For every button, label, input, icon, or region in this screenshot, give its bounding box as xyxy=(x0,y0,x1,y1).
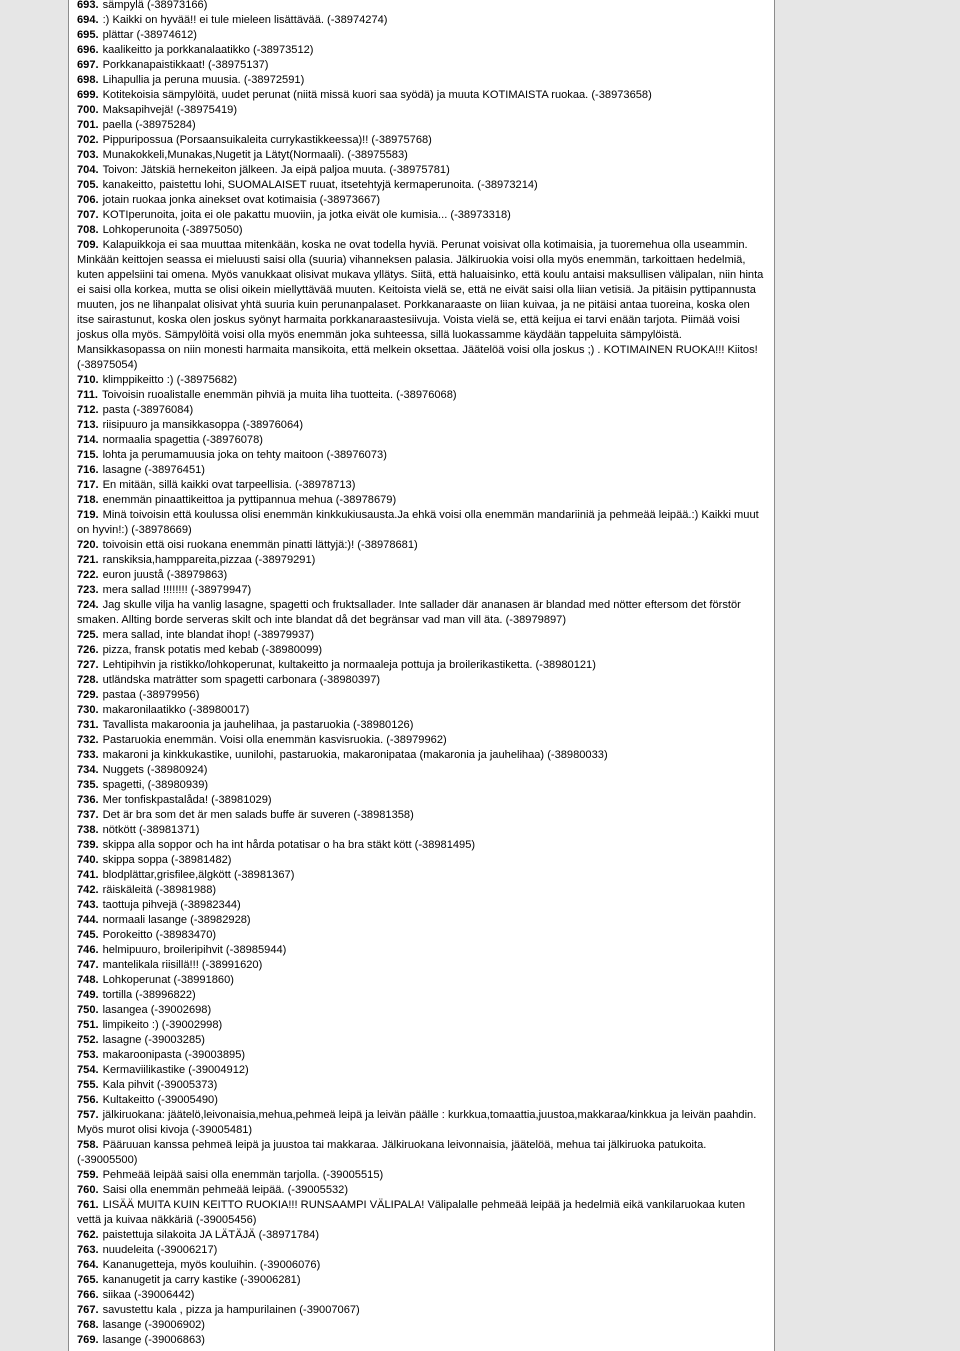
list-item xyxy=(77,703,769,718)
entry-text: Pippuripossua (Porsaansuikaleita currykastikkeessa)!! (-38975768) xyxy=(102,134,432,146)
entry-number: 760. xyxy=(77,1184,99,1196)
entry-text: jälkiruokana: jäätelö,leivonaisia,mehua,pehmeä leipä ja leivän päälle : kurkkua,tomaattia,juustoa,makkaraa/kinkkua ja leivän paahdin. Myös murot olisi kivoja (-39005481) xyxy=(77,1109,757,1136)
entry-text: skippa alla soppor och ha int hårda potatisar o ha bra stäkt kött (-38981495) xyxy=(102,839,476,851)
entry-number: 751. xyxy=(77,1019,99,1031)
entry-text: Tavallista makaroonia ja jauhelihaa, ja pastaruokia (-38980126) xyxy=(102,719,414,731)
entry-number: 767. xyxy=(77,1304,99,1316)
list-item xyxy=(77,1273,769,1288)
entry-number: 721. xyxy=(77,554,99,566)
entry-number: 720. xyxy=(77,539,99,551)
entry-text: Nuggets (-38980924) xyxy=(102,764,208,776)
entry-number: 700. xyxy=(77,104,99,116)
entry-number: 724. xyxy=(77,599,99,611)
entry-text: lasagne (-39003285) xyxy=(102,1034,205,1046)
list-item xyxy=(77,418,769,433)
entry-number: 762. xyxy=(77,1229,99,1241)
entry-number: 755. xyxy=(77,1079,99,1091)
list-item xyxy=(77,538,769,553)
list-item xyxy=(77,643,769,658)
list-item xyxy=(77,238,769,373)
entry-text: blodplättar,grisfilee,älgkött (-38981367) xyxy=(102,869,295,881)
list-item xyxy=(77,478,769,493)
list-item xyxy=(77,1258,769,1273)
list-item xyxy=(77,1018,769,1033)
list-item xyxy=(77,73,769,88)
entry-text: pizza, fransk potatis med kebab (-38980099) xyxy=(102,644,323,656)
entry-text: skippa soppa (-38981482) xyxy=(102,854,232,866)
entry-text: Lohkoperunoita (-38975050) xyxy=(102,224,243,236)
list-item xyxy=(77,133,769,148)
entry-text: mera sallad !!!!!!!! (-38979947) xyxy=(102,584,252,596)
entry-number: 729. xyxy=(77,689,99,701)
entry-text: mera sallad, inte blandat ihop! (-38979937) xyxy=(102,629,315,641)
entry-number: 694. xyxy=(77,14,99,26)
entry-text: utländska maträtter som spagetti carbonara (-38980397) xyxy=(102,674,381,686)
entry-text: Kotitekoisia sämpylöitä, uudet perunat (niitä missä kuori saa syödä) ja muuta KOTIMAISTA ruokaa. (-38973658) xyxy=(102,89,652,101)
list-item xyxy=(77,913,769,928)
entry-text: Munakokkeli,Munakas,Nugetit ja Lätyt(Normaali). (-38975583) xyxy=(102,149,408,161)
entry-text: Kultakeitto (-39005490) xyxy=(102,1094,218,1106)
entry-number: 710. xyxy=(77,374,99,386)
entry-number: 732. xyxy=(77,734,99,746)
entry-number: 736. xyxy=(77,794,99,806)
list-item xyxy=(77,943,769,958)
entry-text: kananugetit ja carry kastike (-39006281) xyxy=(102,1274,301,1286)
list-item xyxy=(77,1288,769,1303)
entry-number: 727. xyxy=(77,659,99,671)
list-item xyxy=(77,748,769,763)
entry-number: 742. xyxy=(77,884,99,896)
entry-text: Porkkanapaistikkaat! (-38975137) xyxy=(102,59,269,71)
entry-number: 722. xyxy=(77,569,99,581)
entry-number: 713. xyxy=(77,419,99,431)
entry-number: 707. xyxy=(77,209,99,221)
list-item xyxy=(77,1228,769,1243)
entry-text: Jag skulle vilja ha vanlig lasagne, spagetti och fruktsallader. Inte sallader där ananasen är blandad med nötter eftersom det förstör smaken. Allting borde serveras skilt och inte blandat då det begränsar vad man vill äta. (-38979897) xyxy=(77,599,741,626)
list-item xyxy=(77,928,769,943)
list-item xyxy=(77,448,769,463)
list-item xyxy=(77,103,769,118)
list-item xyxy=(77,118,769,133)
entry-text: Maksapihvejä! (-38975419) xyxy=(102,104,238,116)
entry-text: pasta (-38976084) xyxy=(102,404,194,416)
list-item xyxy=(77,1078,769,1093)
entry-text: LISÄÄ MUITA KUIN KEITTO RUOKIA!!! RUNSAAMPI VÄLIPALA! Välipalalle pehmeää leipää ja hedelmiä eikä vankilaruokaa kuten vettä ja kuivaa näkkäriä (-39005456) xyxy=(77,1199,746,1226)
entry-text: Porokeitto (-38983470) xyxy=(102,929,217,941)
entry-number: 758. xyxy=(77,1139,99,1151)
list-item xyxy=(77,13,769,28)
entry-number: 703. xyxy=(77,149,99,161)
entry-text: tortilla (-38996822) xyxy=(102,989,196,1001)
entry-number: 735. xyxy=(77,779,99,791)
list-item xyxy=(77,1063,769,1078)
document-page xyxy=(68,0,775,1351)
entry-text: Kalapuikkoja ei saa muuttaa mitenkään, koska ne ovat todella hyviä. Perunat voisivat olla kotimaisia, ja tuoremehua olla useammin. Minkään keittojen seassa ei mieluusti saisi olla (suuria) vihanneksen palasia. Jälkiruokia voisi olla myös enemmän, tarkoittaen hedelmiä, kuten appelsiini tai omena. Myös vanukkaat olisivat mukava yllätys. Siitä, että haluaisinko, että koulu antaisi maksullisen välipalan, niin hinta ei saisi olla korkea, mutta se olisi oikein miellyttävää muuten. Keitoista vielä se, että ne eivät saisi olla liian vetisiä. Ja pitäisin pyttipannusta muuten, jos ne lihanpalat olisivat yhtä suuria kuin perunanpalaset. Porkkanaraaste on liian kuivaa, ja ne pitäisi antaa tuoreina, koska olen itse sairastunut, koska olen joskus syönyt harmaita porkkanaraastesiivuja. Voista vielä se, että keijua ei tarvi enään tarjota. Piimää voisi joskus olla myös. Sämpylöitä voisi olla myös enemmän joka suhteessa, sillä luokassamme käydään tappeluita sämpylöistä. Mansikkasopassa on niin monesti harmaita mansikoita, että melkein oksettaa. Jäätelöä voisi olla joskus ;) . KOTIMAINEN RUOKA!!! Kiitos! (-38975054) xyxy=(77,239,764,371)
entry-text: Kermaviilikastike (-39004912) xyxy=(102,1064,249,1076)
list-item xyxy=(77,673,769,688)
entry-number: 764. xyxy=(77,1259,99,1271)
entry-number: 698. xyxy=(77,74,99,86)
list-item xyxy=(77,763,769,778)
entry-text: siikaa (-39006442) xyxy=(102,1289,195,1301)
entry-number: 705. xyxy=(77,179,99,191)
list-item xyxy=(77,508,769,538)
entry-number: 717. xyxy=(77,479,99,491)
list-item xyxy=(77,988,769,1003)
entry-number: 706. xyxy=(77,194,99,206)
entry-text: Lihapullia ja peruna muusia. (-38972591) xyxy=(102,74,305,86)
list-item xyxy=(77,373,769,388)
entry-text: plättar (-38974612) xyxy=(102,29,197,41)
list-item xyxy=(77,0,769,13)
entry-text: Toivon: Jätskiä hernekeiton jälkeen. Ja eipä paljoa muuta. (-38975781) xyxy=(102,164,450,176)
entry-number: 716. xyxy=(77,464,99,476)
entry-text: Lehtipihvin ja ristikko/lohkoperunat, kultakeitto ja normaaleja pottuja ja broilerikastiketta. (-38980121) xyxy=(102,659,596,671)
entry-number: 739. xyxy=(77,839,99,851)
list-item xyxy=(77,688,769,703)
entry-text: Kala pihvit (-39005373) xyxy=(102,1079,218,1091)
entry-number: 699. xyxy=(77,89,99,101)
list-item xyxy=(77,868,769,883)
entry-number: 754. xyxy=(77,1064,99,1076)
entry-number: 715. xyxy=(77,449,99,461)
entry-text: euron juustå (-38979863) xyxy=(102,569,228,581)
entry-number: 741. xyxy=(77,869,99,881)
entry-text: ranskiksia,hamppareita,pizzaa (-38979291) xyxy=(102,554,316,566)
entry-text: sämpylä (-38973166) xyxy=(102,0,208,11)
entry-number: 693. xyxy=(77,0,99,11)
entry-number: 695. xyxy=(77,29,99,41)
entry-number: 765. xyxy=(77,1274,99,1286)
entry-number: 704. xyxy=(77,164,99,176)
entry-text: paistettuja silakoita JA LÄTÄJÄ (-38971784) xyxy=(102,1229,320,1241)
entry-number: 740. xyxy=(77,854,99,866)
list-item xyxy=(77,403,769,418)
entry-number: 697. xyxy=(77,59,99,71)
entry-number: 750. xyxy=(77,1004,99,1016)
entry-text: räiskäleitä (-38981988) xyxy=(102,884,217,896)
list-item xyxy=(77,388,769,403)
entry-text: makaroni ja kinkkukastike, uunilohi, pastaruokia, makaronipataa (makaronia ja jauhelihaa) (-38980033) xyxy=(102,749,608,761)
entry-number: 763. xyxy=(77,1244,99,1256)
entry-text: makaronilaatikko (-38980017) xyxy=(102,704,250,716)
entry-number: 711. xyxy=(77,389,98,401)
list-item xyxy=(77,1243,769,1258)
list-item xyxy=(77,583,769,598)
list-item xyxy=(77,898,769,913)
entry-number: 747. xyxy=(77,959,99,971)
entry-number: 718. xyxy=(77,494,99,506)
entry-text: normaali lasange (-38982928) xyxy=(102,914,251,926)
entry-text: riisipuuro ja mansikkasoppa (-38976064) xyxy=(102,419,304,431)
entry-text: lasange (-39006902) xyxy=(102,1319,205,1331)
list-item xyxy=(77,808,769,823)
entry-text: nuudeleita (-39006217) xyxy=(102,1244,218,1256)
entry-text: Pehmeää leipää saisi olla enemmän tarjolla. (-39005515) xyxy=(102,1169,384,1181)
entry-number: 766. xyxy=(77,1289,99,1301)
list-item xyxy=(77,1003,769,1018)
entry-text: :) Kaikki on hyvää!! ei tule mieleen lisättävää. (-38974274) xyxy=(102,14,388,26)
entry-number: 714. xyxy=(77,434,99,446)
entry-text: Pääruuan kanssa pehmeä leipä ja juustoa tai makkaraa. Jälkiruokana leivonnaisia, jäätelöä, mehua tai jälkiruoka patukoita. (-39005500) xyxy=(77,1139,707,1166)
entry-text: Lohkoperunat (-38991860) xyxy=(102,974,234,986)
list-item xyxy=(77,1048,769,1063)
list-item xyxy=(77,463,769,478)
list-item xyxy=(77,628,769,643)
entry-number: 738. xyxy=(77,824,99,836)
list-item xyxy=(77,1108,769,1138)
entry-text: lasange (-39006863) xyxy=(102,1334,205,1346)
entry-text: lasagne (-38976451) xyxy=(102,464,205,476)
list-item xyxy=(77,58,769,73)
entry-text: Det är bra som det är men salads buffe är suveren (-38981358) xyxy=(102,809,414,821)
entry-text: Mer tonfiskpastalåda! (-38981029) xyxy=(102,794,272,806)
entry-number: 737. xyxy=(77,809,99,821)
entry-number: 753. xyxy=(77,1049,99,1061)
entry-number: 712. xyxy=(77,404,99,416)
list-item xyxy=(77,1198,769,1228)
entry-number: 726. xyxy=(77,644,99,656)
list-item xyxy=(77,1168,769,1183)
entry-number: 746. xyxy=(77,944,99,956)
entry-number: 748. xyxy=(77,974,99,986)
list-item xyxy=(77,823,769,838)
list-item xyxy=(77,208,769,223)
list-item xyxy=(77,973,769,988)
entry-text: helmipuuro, broileripihvit (-38985944) xyxy=(102,944,287,956)
entry-text: mantelikala riisillä!!! (-38991620) xyxy=(102,959,263,971)
entry-text: klimppikeitto :) (-38975682) xyxy=(102,374,238,386)
entry-text: KOTIperunoita, joita ei ole pakattu muoviin, ja jotka eivät ole kumisia... (-38973318) xyxy=(102,209,511,221)
entry-number: 719. xyxy=(77,509,99,521)
entry-number: 701. xyxy=(77,119,99,131)
entry-number: 709. xyxy=(77,239,99,251)
list-item xyxy=(77,193,769,208)
entry-number: 744. xyxy=(77,914,99,926)
entry-number: 749. xyxy=(77,989,99,1001)
entry-number: 768. xyxy=(77,1319,99,1331)
list-item xyxy=(77,28,769,43)
entry-number: 733. xyxy=(77,749,99,761)
entry-number: 725. xyxy=(77,629,99,641)
list-item xyxy=(77,778,769,793)
entry-number: 756. xyxy=(77,1094,99,1106)
entry-text: Toivoisin ruoalistalle enemmän pihviä ja muita liha tuotteita. (-38976068) xyxy=(101,389,457,401)
entry-text: normaalia spagettia (-38976078) xyxy=(102,434,263,446)
entry-number: 757. xyxy=(77,1109,99,1121)
entry-text: lasangea (-39002698) xyxy=(102,1004,212,1016)
list-item xyxy=(77,718,769,733)
list-item xyxy=(77,853,769,868)
entry-text: nötkött (-38981371) xyxy=(102,824,200,836)
entry-text: spagetti, (-38980939) xyxy=(102,779,209,791)
list-item xyxy=(77,553,769,568)
entry-text: limpikeito :) (-39002998) xyxy=(102,1019,223,1031)
list-item xyxy=(77,1138,769,1168)
list-item xyxy=(77,1093,769,1108)
list-item xyxy=(77,958,769,973)
list-item xyxy=(77,1303,769,1318)
entry-text: En mitään, sillä kaikki ovat tarpeellisia. (-38978713) xyxy=(102,479,356,491)
entry-number: 761. xyxy=(77,1199,99,1211)
list-item xyxy=(77,1183,769,1198)
list-item xyxy=(77,568,769,583)
entry-number: 769. xyxy=(77,1334,99,1346)
entry-text: toivoisin että oisi ruokana enemmän pinatti lättyjä:)! (-38978681) xyxy=(102,539,418,551)
entry-number: 702. xyxy=(77,134,99,146)
list-item xyxy=(77,178,769,193)
list-item xyxy=(77,793,769,808)
list-item xyxy=(77,838,769,853)
list-item xyxy=(77,1033,769,1048)
list-item xyxy=(77,883,769,898)
entry-number: 752. xyxy=(77,1034,99,1046)
list-item xyxy=(77,163,769,178)
entry-text: pastaa (-38979956) xyxy=(102,689,200,701)
list-item xyxy=(77,43,769,58)
entry-text: kaalikeitto ja porkkanalaatikko (-38973512) xyxy=(102,44,314,56)
entry-text: savustettu kala , pizza ja hampurilainen (-39007067) xyxy=(102,1304,360,1316)
entry-text: enemmän pinaattikeittoa ja pyttipannua mehua (-38978679) xyxy=(102,494,397,506)
list-item xyxy=(77,658,769,673)
list-item xyxy=(77,88,769,103)
entry-number: 730. xyxy=(77,704,99,716)
entry-text: Kananugetteja, myös kouluihin. (-39006076) xyxy=(102,1259,321,1271)
entry-number: 743. xyxy=(77,899,99,911)
entry-list xyxy=(77,0,769,1348)
list-item xyxy=(77,1333,769,1348)
entry-number: 723. xyxy=(77,584,99,596)
list-item xyxy=(77,433,769,448)
entry-text: lohta ja perumamuusia joka on tehty maitoon (-38976073) xyxy=(102,449,387,461)
entry-number: 745. xyxy=(77,929,99,941)
list-item xyxy=(77,148,769,163)
entry-text: paella (-38975284) xyxy=(102,119,196,131)
entry-text: Minä toivoisin että koulussa olisi enemmän kinkkukiusausta.Ja ehkä voisi olla enemmän mandariiniä ja pehmeää leipää.:) Kaikki muut on hyvin!:) (-38978669) xyxy=(77,509,759,536)
entry-number: 731. xyxy=(77,719,99,731)
entry-number: 708. xyxy=(77,224,99,236)
entry-text: taottuja pihvejä (-38982344) xyxy=(102,899,241,911)
entry-number: 696. xyxy=(77,44,99,56)
entry-number: 759. xyxy=(77,1169,99,1181)
entry-text: Saisi olla enemmän pehmeää leipää. (-39005532) xyxy=(102,1184,349,1196)
entry-number: 728. xyxy=(77,674,99,686)
entry-text: jotain ruokaa jonka ainekset ovat kotimaisia (-38973667) xyxy=(102,194,381,206)
entry-text: Pastaruokia enemmän. Voisi olla enemmän kasvisruokia. (-38979962) xyxy=(102,734,447,746)
list-item xyxy=(77,598,769,628)
list-item xyxy=(77,493,769,508)
list-item xyxy=(77,223,769,238)
list-item xyxy=(77,1318,769,1333)
entry-number: 734. xyxy=(77,764,99,776)
list-item xyxy=(77,733,769,748)
entry-text: makaroonipasta (-39003895) xyxy=(102,1049,246,1061)
entry-text: kanakeitto, paistettu lohi, SUOMALAISET ruuat, itsetehtyjä kermaperunoita. (-38973214) xyxy=(102,179,538,191)
